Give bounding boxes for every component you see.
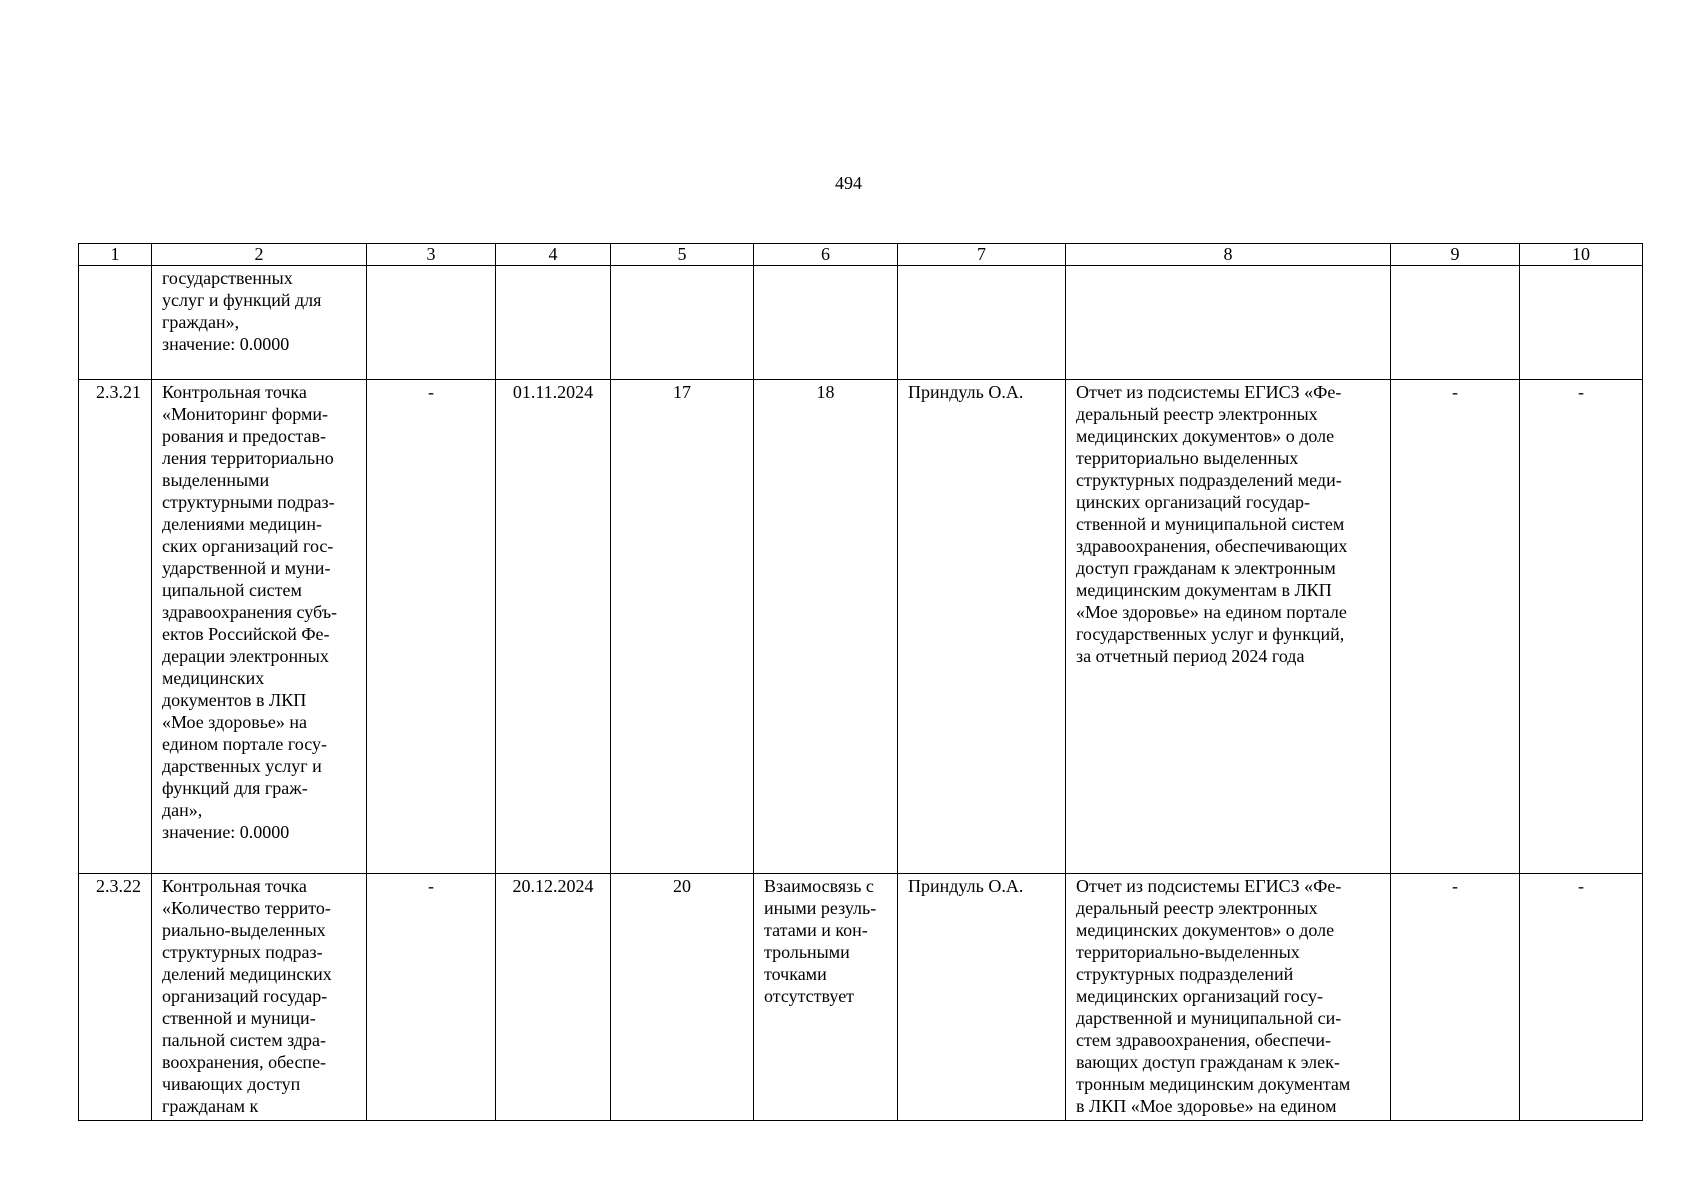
column-header: 7 xyxy=(898,244,1066,266)
column-header: 2 xyxy=(152,244,367,266)
table-cell: - xyxy=(367,380,496,874)
row-number xyxy=(79,266,152,380)
table-cell: - xyxy=(1391,380,1520,874)
page-number: 494 xyxy=(835,173,862,193)
table-header-row xyxy=(79,244,1643,266)
table-cell xyxy=(1520,266,1643,380)
control-point-description: Контрольная точка «Мониторинг форми- рования и предостав- ления территориально выделенными структурными подраз- делениями медицин- ских организаций гос- ударственной и муни- ципальной систем здравоохранения субъ- ектов Российской Фе- дерации электронных медицинских документов в ЛКП «Мое здоровье» на едином портале госу- дарственных услуг и функций для граж- дан», значение: 0.0000 xyxy=(152,380,367,874)
table-cell: 18 xyxy=(754,380,898,874)
row-number: 2.3.22 xyxy=(79,874,152,1121)
row-number: 2.3.21 xyxy=(79,380,152,874)
table-cell xyxy=(1391,266,1520,380)
column-header: 8 xyxy=(1066,244,1391,266)
column-header: 10 xyxy=(1520,244,1643,266)
table-cell xyxy=(367,266,496,380)
table-cell: - xyxy=(1520,874,1643,1121)
report-description: Отчет из подсистемы ЕГИСЗ «Фе- деральный реестр электронных медицинских документов» о доле территориально выделенных структурных подразделений меди- цинских организаций государ- ственной и муниципальной систем здравоохранения, обеспечивающих доступ гражданам к электронным медицинским документам в ЛКП «Мое здоровье» на едином портале государственных услуг и функций, за отчетный период 2024 года xyxy=(1066,380,1391,874)
control-point-description: Контрольная точка «Количество террито- риально-выделенных структурных подраз- делений медицинских организаций государ- ственной и муници- пальной систем здра- воохранения, обеспе- чивающих доступ гражданам к xyxy=(152,874,367,1121)
table-cell xyxy=(1066,266,1391,380)
date-cell: 01.11.2024 xyxy=(496,380,611,874)
control-point-description: государственных услуг и функций для граждан», значение: 0.0000 xyxy=(152,266,367,380)
table-cell: - xyxy=(1520,380,1643,874)
table-cell xyxy=(754,266,898,380)
date-cell: 20.12.2024 xyxy=(496,874,611,1121)
responsible-person: Приндуль О.А. xyxy=(898,874,1066,1121)
table-cell: - xyxy=(1391,874,1520,1121)
column-header: 6 xyxy=(754,244,898,266)
column-header: 1 xyxy=(79,244,152,266)
column-header: 4 xyxy=(496,244,611,266)
table-cell: 17 xyxy=(611,380,754,874)
table-cell xyxy=(496,266,611,380)
report-description: Отчет из подсистемы ЕГИСЗ «Фе- деральный реестр электронных медицинских документов» о доле территориально-выделенных структурных подразделений медицинских организаций госу- дарственной и муниципальной си- стем здравоохранения, обеспечи- вающих доступ гражданам к элек- тронным медицинским документам в ЛКП «Мое здоровье» на едином xyxy=(1066,874,1391,1121)
table-row xyxy=(79,380,1643,874)
table-row xyxy=(79,874,1643,1121)
plan-table xyxy=(78,243,1643,1121)
column-header: 9 xyxy=(1391,244,1520,266)
table-row xyxy=(79,266,1643,380)
table-cell: 20 xyxy=(611,874,754,1121)
table-cell: - xyxy=(367,874,496,1121)
responsible-person: Приндуль О.А. xyxy=(898,380,1066,874)
table-cell xyxy=(898,266,1066,380)
relationship-cell: Взаимосвязь с иными резуль- татами и кон- трольными точками отсутствует xyxy=(754,874,898,1121)
table-cell xyxy=(611,266,754,380)
column-header: 3 xyxy=(367,244,496,266)
column-header: 5 xyxy=(611,244,754,266)
